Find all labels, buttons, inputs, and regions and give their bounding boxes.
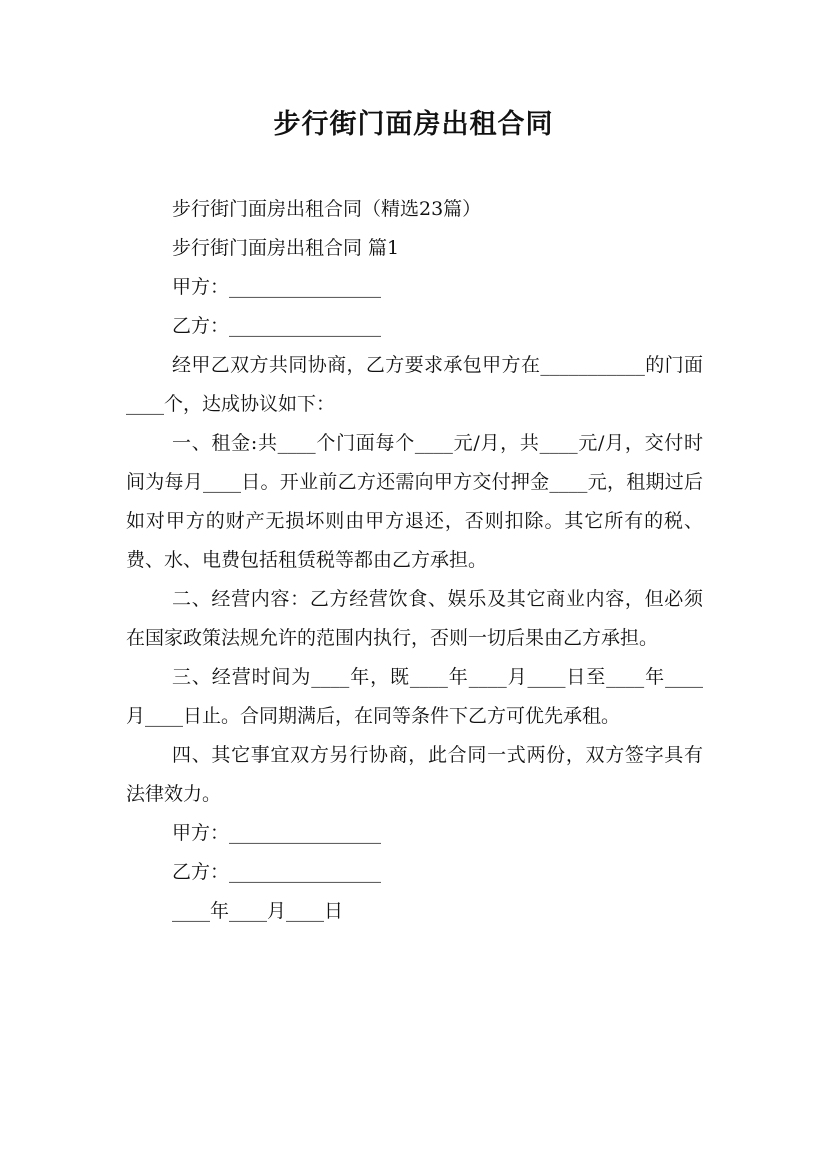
date-line: ____年____月____日	[172, 900, 344, 922]
party-a-signature-line: 甲方：________________	[172, 822, 382, 844]
clause-business-scope: 二、经营内容：乙方经营饮食、娱乐及其它商业内容，但必须在国家政策法规允许的范围内执行，否则一切后果由乙方承担。	[126, 588, 703, 649]
document-body	[126, 190, 703, 931]
intro-paragraph: 经甲乙双方共同协商，乙方要求承包甲方在___________的门面____个，达成协议如下：	[126, 354, 703, 415]
clause-other: 四、其它事宜双方另行协商，此合同一式两份，双方签字具有法律效力。	[126, 744, 703, 805]
clause-term: 三、经营时间为____年，既____年____月____日至____年____月____日止。合同期满后，在同等条件下乙方可优先承租。	[126, 666, 703, 727]
clause-rent: 一、租金:共____个门面每个____元/月，共____元/月，交付时间为每月____日。开业前乙方还需向甲方交付押金____元，租期过后如对甲方的财产无损坏则由甲方退还，否则扣除。其它所有的税、费、水、电费包括租赁税等都由乙方承担。	[126, 432, 703, 571]
party-b-line-top: 乙方：________________	[172, 315, 382, 337]
party-b-signature-line: 乙方：________________	[172, 861, 382, 883]
document-title: 步行街门面房出租合同	[273, 109, 554, 140]
party-a-line-top: 甲方：________________	[172, 276, 382, 298]
section-heading: 步行街门面房出租合同 篇1	[172, 237, 400, 259]
document-subtitle: 步行街门面房出租合同（精选23篇）	[172, 198, 482, 220]
